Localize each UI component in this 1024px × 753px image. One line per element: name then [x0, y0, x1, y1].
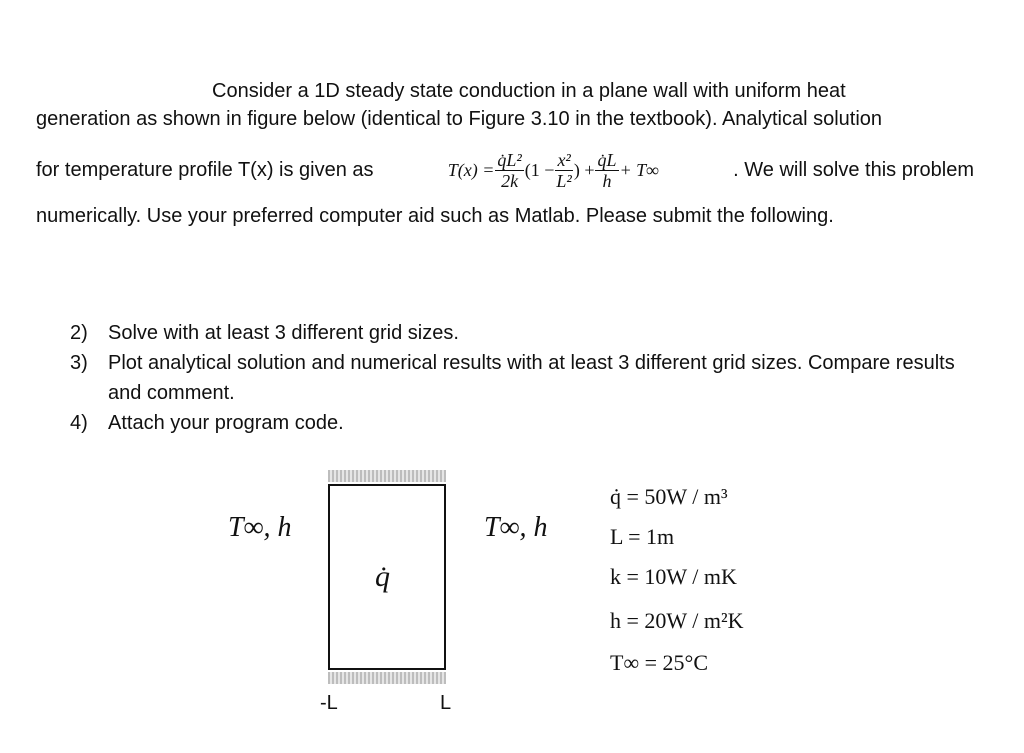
intro-line-3 [36, 143, 974, 197]
list-item-number: 3) [70, 352, 88, 374]
formula-f1-den: 2k [501, 170, 519, 191]
right-boundary-label: T∞, h [484, 512, 548, 543]
formula-fraction-2 [555, 150, 572, 191]
top-wall-hatch [328, 470, 446, 482]
list-item [70, 348, 974, 408]
intro-line-1-text: Consider a 1D steady state conduction in a plane wall with uniform heat [212, 80, 846, 102]
given-k: k = 10W / mK [610, 564, 737, 589]
formula-close: ) + [573, 160, 595, 180]
formula-lhs: T(x) = [447, 160, 495, 180]
intro-line-4 [36, 204, 974, 228]
list-item-text: Plot analytical solution and numerical results with at least 3 different grid sizes. Compare results and comment. [108, 352, 955, 404]
tick-left-label: -L [320, 692, 338, 714]
formula-tail: + T∞ [619, 160, 659, 180]
formula-fraction-1 [495, 150, 523, 191]
task-list [70, 318, 974, 438]
list-item-number: 4) [70, 412, 88, 434]
given-L: L = 1m [610, 524, 675, 549]
given-h: h = 20W / m²K [610, 608, 744, 633]
intro-line-3-post: . We will solve this problem [733, 159, 974, 181]
formula-f2-den: L² [556, 170, 572, 191]
left-boundary-label: T∞, h [228, 512, 292, 543]
formula-f2-num: x² [557, 149, 571, 170]
intro-line-2-text: generation as shown in figure below (identical to Figure 3.10 in the textbook). Analytical solution [36, 108, 883, 130]
formula-mid: (1 − [524, 160, 555, 180]
intro-line-4-text: numerically. Use your preferred computer aid such as Matlab. Please submit the following. [36, 205, 834, 227]
tick-right-label: L [440, 692, 452, 714]
formula-f3-num: q̇L [597, 149, 617, 170]
formula-f1-num: q̇L² [497, 149, 522, 170]
formula-f3-den: h [602, 170, 612, 191]
intro-line-2 [36, 107, 974, 131]
intro-line-3-pre: for temperature profile T(x) is given as [36, 159, 374, 181]
list-item-text: Attach your program code. [108, 412, 344, 434]
given-T: T∞ = 25°C [610, 650, 709, 675]
intro-line-1 [212, 79, 974, 103]
given-q: q̇ = 50W / m³ [610, 484, 728, 509]
list-item-text: Solve with at least 3 different grid sizes. [108, 322, 459, 344]
temperature-formula [448, 150, 659, 191]
list-item-number: 2) [70, 322, 88, 344]
heat-generation-label: q̇ [375, 560, 390, 593]
list-item [70, 408, 974, 438]
list-item [70, 318, 974, 348]
bottom-wall-hatch [328, 672, 446, 684]
formula-fraction-3 [595, 150, 618, 191]
